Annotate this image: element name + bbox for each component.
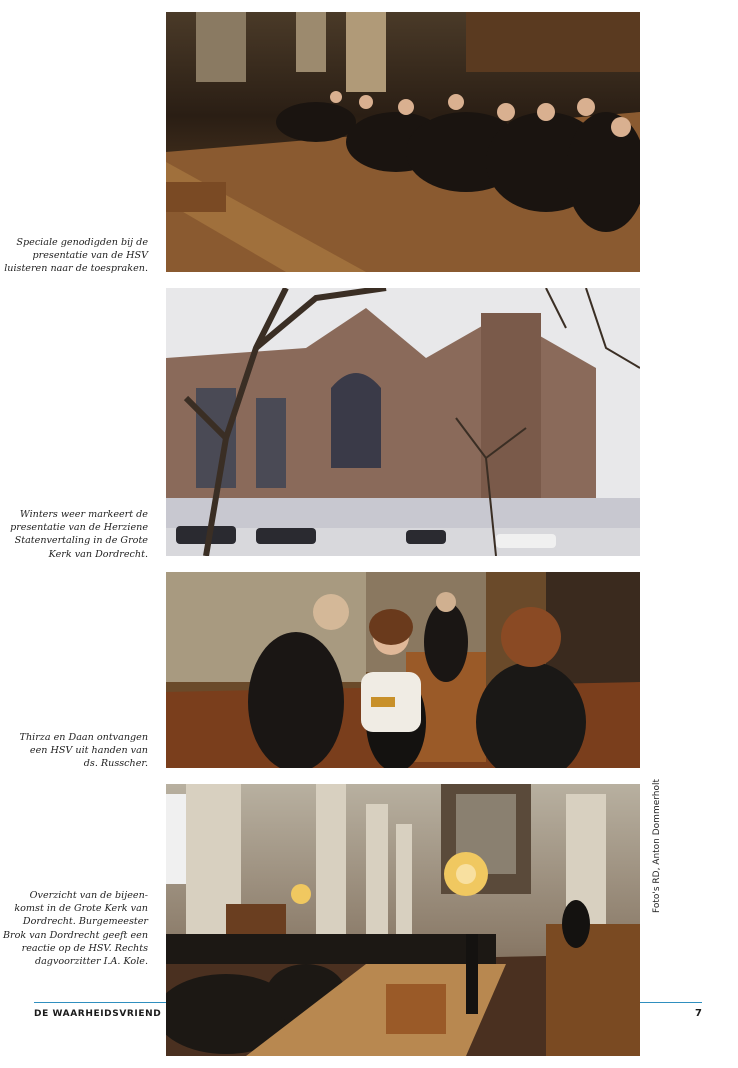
caption-line: luisteren naar de toespraken. xyxy=(4,263,148,275)
overview-caption xyxy=(0,889,148,968)
caption-line: Thirza en Daan ontvangen xyxy=(19,732,148,743)
church-exterior-caption xyxy=(0,508,148,561)
caption-line: Dordrecht. Burgemeester xyxy=(22,916,148,928)
caption-line: komst in de Grote Kerk van xyxy=(14,903,148,915)
audience-photo xyxy=(166,12,640,272)
caption-line: Brok van Dordrecht geeft een xyxy=(2,929,148,941)
publication-name: DE WAARHEIDSVRIEND xyxy=(34,1009,162,1019)
caption-line: Statenvertaling in de Grote xyxy=(14,535,148,547)
church-exterior-photo xyxy=(166,288,640,556)
caption-line: Kerk van Dordrecht. xyxy=(48,548,148,560)
handover-photo xyxy=(166,572,640,768)
caption-line: presentatie van de HSV xyxy=(32,250,148,262)
photo-credit xyxy=(650,778,664,914)
caption-line: reactie op de HSV. Rechts xyxy=(21,942,148,954)
caption-line: een HSV uit handen van xyxy=(29,745,148,757)
caption-line: Overzicht van de bijeen- xyxy=(29,890,148,901)
overview-photo xyxy=(166,784,640,1056)
caption-line: Winters weer markeert de xyxy=(19,509,148,520)
footer-rule-left xyxy=(34,1002,166,1003)
caption-line: dagvoorzitter I.A. Kole. xyxy=(34,956,148,968)
caption-line: presentatie van de Herziene xyxy=(10,522,148,534)
caption-line: Speciale genodigden bij de xyxy=(16,237,148,248)
handover-caption xyxy=(0,731,148,771)
footer-rule-right xyxy=(640,1002,702,1003)
audience-caption xyxy=(0,236,148,276)
page-number: 7 xyxy=(695,1008,702,1019)
caption-line: ds. Russcher. xyxy=(83,758,148,770)
photo-credit-text: Foto's RD, Anton Dommerholt xyxy=(652,778,662,914)
